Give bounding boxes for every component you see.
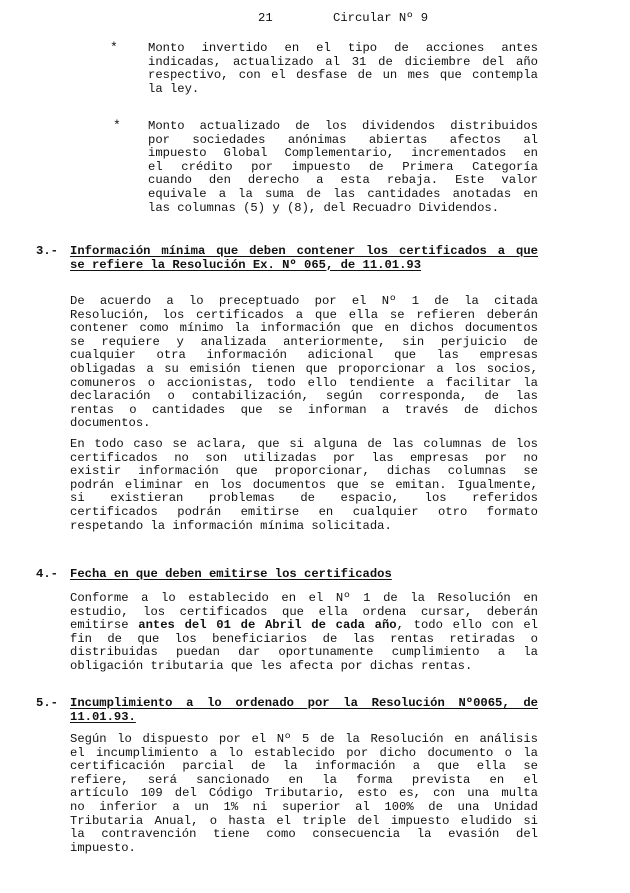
section-paragraph: [70, 438, 538, 533]
text-line: rentas o cantidades que se informan a través de dichos: [70, 402, 538, 417]
text-line: si existieran problemas de espacio, los referidos: [70, 491, 538, 506]
text-line: el incumplimiento a lo establecido por dicho documento o la: [70, 745, 538, 760]
text-line: existir información que proporcionar, dichas columnas se: [70, 464, 538, 479]
text-line: certificados podrán emitirse en cualquier otro formato: [70, 504, 538, 519]
deadline-phrase: antes del 01 de Abril de cada año: [138, 618, 397, 633]
text-line: Resolución, los certificados a que ella se refieren deberán: [70, 307, 538, 322]
text-line: De acuerdo a lo preceptuado por el Nº 1 de la citada: [70, 294, 538, 308]
text-line: Monto actualizado de los dividendos distribuidos: [148, 119, 538, 133]
text-line: artículo 109 del Código Tributario, esto es, con una multa: [70, 786, 538, 801]
text-line: respectivo, con el desfase de un mes que contempla: [148, 68, 538, 83]
text-line: respetando la información mínima solicitada.: [70, 518, 392, 533]
title-line: se refiere la Resolución Ex. Nº 065, de 11.01.93: [70, 257, 422, 272]
text-line: podrán eliminar en los documentos que se emitan. Igualmente,: [70, 477, 538, 492]
text-line: la contravención tiene como consecuencia la evasión del: [70, 827, 538, 842]
section-number: 3.-: [36, 244, 58, 258]
text-line: documentos.: [70, 416, 151, 431]
section-title: [70, 697, 538, 724]
circular-label: Circular Nº 9: [333, 11, 429, 25]
text-line: Conforme a lo establecido en el Nº 1 de la Resolución en: [70, 591, 538, 605]
title-line: 11.01.93.: [70, 709, 136, 724]
text-line: no inferior a un 1% ni superior al 100% de una Unidad: [70, 799, 538, 814]
section-paragraph: [70, 295, 538, 431]
text-segment: emitirse: [70, 618, 129, 633]
section-paragraph: [70, 592, 538, 674]
text-line: Monto invertido en el tipo de acciones antes: [148, 41, 538, 55]
text-line: las columnas (5) y (8), del Recuadro Dividendos.: [148, 200, 500, 215]
bullet-mark: *: [113, 118, 121, 133]
text-line: se requiere y analizada anteriormente, sin perjuicio de: [70, 334, 538, 349]
text-line: [70, 619, 538, 633]
text-line: obligadas a su emisión tienen que proporcionar a los socios,: [70, 361, 538, 376]
section-number: 4.-: [36, 567, 58, 581]
bullet-mark: *: [110, 40, 118, 55]
text-line: el crédito por impuesto de Primera Categoría: [148, 159, 538, 174]
text-line: la ley.: [148, 81, 200, 96]
page-header: [0, 10, 630, 26]
text-line: por sociedades anónimas abiertas afectos al: [148, 132, 538, 147]
text-line: certificación parcial de la información a que ella se: [70, 759, 538, 774]
section-title: [70, 245, 538, 272]
text-line: cuando den derecho a esta rebaja. Este valor: [148, 173, 538, 188]
title-line: Fecha en que deben emitirse los certificados: [70, 567, 392, 581]
text-line: certificados no son utilizadas por las empresas por no: [70, 450, 538, 465]
text-line: obligación tributaria que les afecta por dichas rentas.: [70, 658, 473, 673]
page-number: 21: [258, 11, 273, 25]
title-line: Incumplimiento a lo ordenado por la Resolución Nº0065, de: [70, 696, 538, 710]
section-paragraph: [70, 733, 538, 855]
text-line: distribuidas puedan dar oportunamente cumplimiento a la: [70, 645, 538, 660]
text-line: En todo caso se aclara, que si alguna de las columnas de los: [70, 437, 538, 451]
text-line: Según lo dispuesto por el Nº 5 de la Resolución en análisis: [70, 732, 538, 746]
bullet-paragraph: [148, 42, 538, 96]
text-line: declaración o contabilización, según corresponda, de las: [70, 389, 538, 404]
text-line: indicadas, actualizado al 31 de diciembre del año: [148, 54, 538, 69]
text-line: fin de que los beneficiarios de las rentas retiradas o: [70, 631, 538, 646]
title-line: Información mínima que deben contener los certificados a que: [70, 244, 538, 258]
text-line: impuesto.: [70, 840, 136, 855]
text-line: impuesto Global Complementario, incrementados en: [148, 146, 538, 161]
text-line: cualquier otra información adicional que las empresas: [70, 348, 538, 363]
text-line: contener como mínimo la información que en dichos documentos: [70, 321, 538, 336]
bullet-paragraph: [148, 120, 538, 215]
section-number: 5.-: [36, 696, 58, 710]
text-line: equivale a la suma de las cantidades anotadas en: [148, 186, 538, 201]
text-line: comuneros o accionistas, todo ello tendiente a facilitar la: [70, 375, 538, 390]
text-line: estudio, los certificados que ella ordena cursar, deberán: [70, 604, 538, 619]
section-title: [70, 568, 470, 582]
text-segment: , todo ello con el: [396, 618, 538, 633]
text-line: Tributaria Anual, o hasta el triple del impuesto eludido si: [70, 813, 538, 828]
text-line: refiere, será sancionado en la forma prevista en el: [70, 772, 538, 787]
